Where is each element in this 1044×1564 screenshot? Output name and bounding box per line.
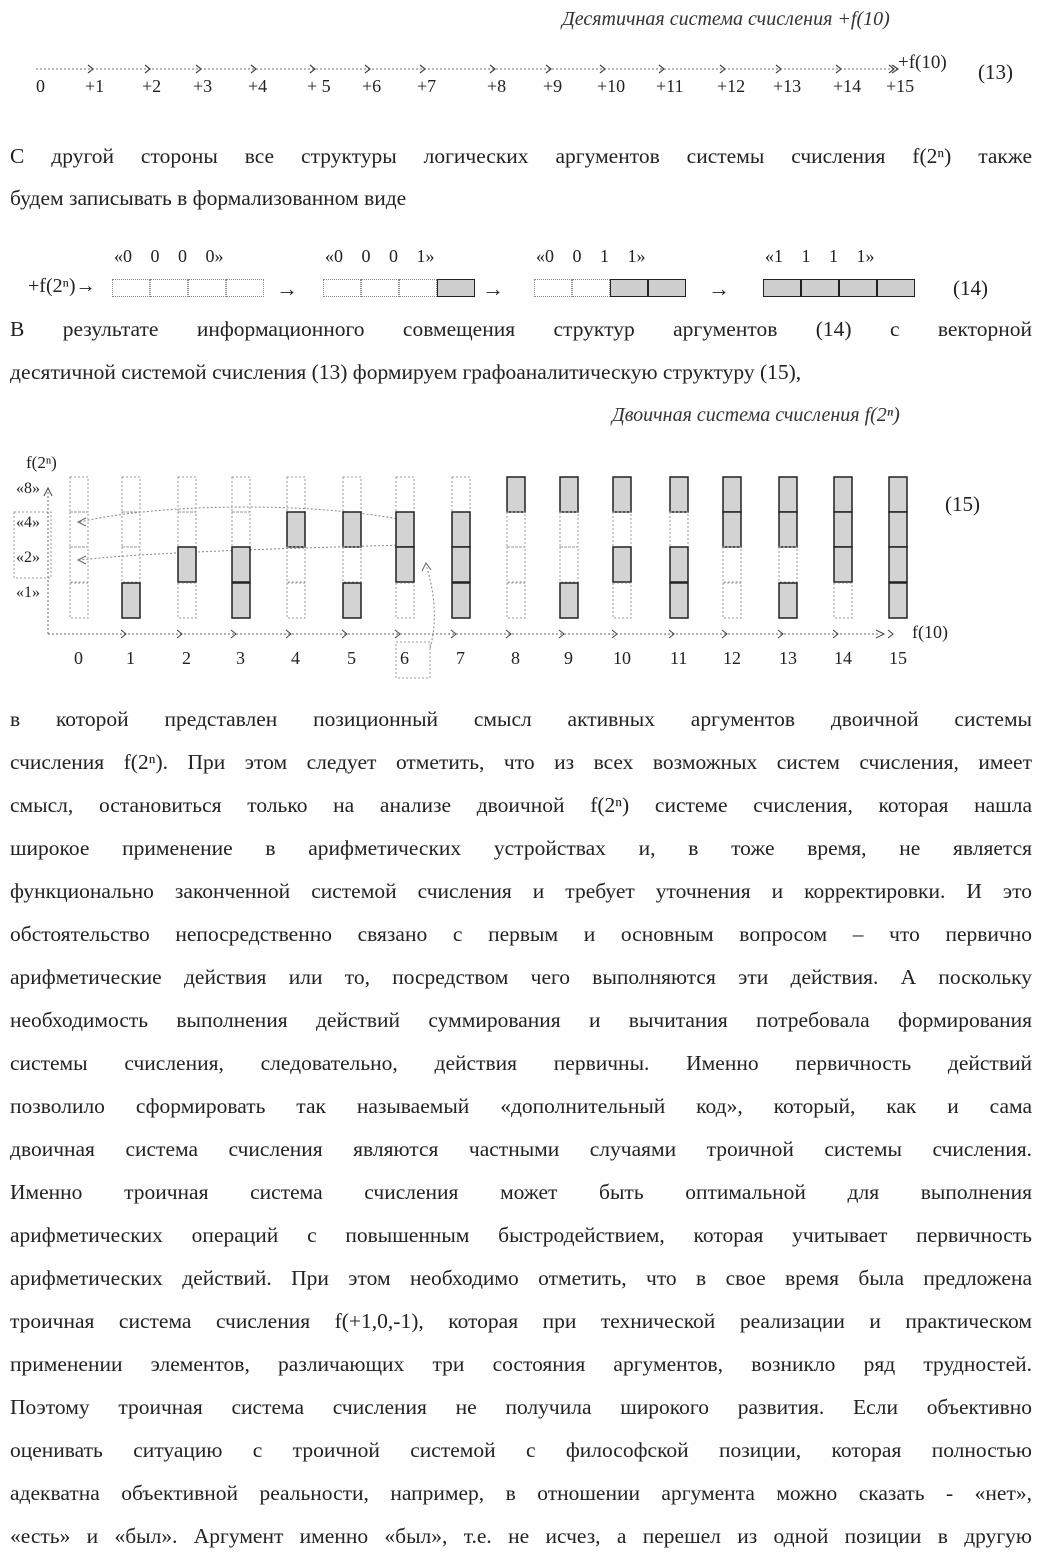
body-line: в которой представлен позиционный смысл активных аргументов двоичной системы [10, 698, 1032, 741]
eq15-xtick: 11 [670, 648, 687, 669]
eq15-title: Двоичная система счисления f(2ⁿ) [612, 404, 900, 427]
eq13-tick: + 5 [307, 76, 331, 97]
eq15-bit-active [452, 547, 470, 582]
body-line: адекватна объективной реальности, например, в отношении аргумента можно сказать - «нет», [10, 1472, 1032, 1515]
eq15-xtick: 1 [126, 648, 135, 669]
eq15-bit-inactive [287, 583, 305, 618]
eq15-bit-inactive [287, 477, 305, 512]
eq15-diagram [0, 0, 1044, 700]
eq13-end-label: +f(10) [898, 52, 947, 74]
body-line: широкое применение в арифметических устройствах и, в тоже время, не является [10, 827, 1032, 870]
eq13-tick: +8 [487, 76, 506, 97]
eq15-bit-active [889, 583, 907, 618]
eq15-xtick: 12 [723, 648, 741, 669]
eq15-bit-active [670, 477, 688, 512]
body-line: функционально законченной системой счисления и требует уточнения и корректировки. И это [10, 870, 1032, 913]
eq15-xtick: 0 [74, 648, 83, 669]
eq14-group-label: «0 0 1 1» [536, 246, 646, 267]
eq15-bit-active [834, 512, 852, 547]
eq13-tick: +9 [543, 76, 562, 97]
eq15-bit-active [889, 477, 907, 512]
eq13-tick: +15 [886, 76, 914, 97]
eq14-group-label: «0 0 0 0» [114, 246, 224, 267]
eq15-bit-inactive [779, 547, 797, 582]
eq15-bit-active [834, 547, 852, 582]
eq15-xtick: 4 [291, 648, 300, 669]
eq15-bit-inactive [178, 477, 196, 512]
eq15-bit-active [834, 477, 852, 512]
eq14-number: (14) [953, 276, 988, 301]
eq14-prefix: +f(2ⁿ)→ [28, 275, 96, 298]
eq15-bit-active [343, 512, 361, 547]
body-line: двоичная система счисления являются частными случаями троичной системы счисления. [10, 1128, 1032, 1171]
intro-line-2: будем записывать в формализованном виде [10, 177, 1032, 220]
eq13-tick: +10 [597, 76, 625, 97]
eq15-xtick: 14 [834, 648, 852, 669]
eq15-bit-inactive [613, 583, 631, 618]
body-line: обстоятельство непосредственно связано с первым и основным вопросом – что первично [10, 913, 1032, 956]
eq14-group-label: «0 0 0 1» [325, 246, 435, 267]
mid-line-1: В результате информационного совмещения структур аргументов (14) с векторной [10, 308, 1032, 351]
eq15-bit-inactive [452, 477, 470, 512]
eq15-bit-inactive [122, 547, 140, 582]
eq15-bit-active [560, 477, 578, 512]
eq13-tick: +14 [833, 76, 861, 97]
eq15-bit-active [396, 512, 414, 547]
body-line: «есть» и «был». Аргумент именно «был», т.е. не исчез, а перешел из одной позиции в другую [10, 1515, 1032, 1558]
body-line: смысл, остановиться только на анализе двоичной f(2ⁿ) системе счисления, которая нашла [10, 784, 1032, 827]
eq15-bit-inactive [70, 547, 88, 582]
eq13-tick: +11 [656, 76, 683, 97]
eq15-bit-inactive [287, 547, 305, 582]
eq15-bit-inactive [70, 583, 88, 618]
eq15-bit-active [232, 583, 250, 618]
eq13-title: Десятичная система счисления +f(10) [562, 8, 890, 31]
eq15-number: (15) [945, 492, 980, 517]
eq13-tick: +1 [85, 76, 104, 97]
eq15-bit-inactive [178, 512, 196, 547]
eq15-bit-active [287, 512, 305, 547]
body-line: необходимость выполнения действий суммирования и вычитания потребовала формирования [10, 999, 1032, 1042]
eq14-group-label: «1 1 1 1» [765, 246, 875, 267]
eq14-arrow: → [276, 276, 298, 302]
eq15-bit-active [670, 547, 688, 582]
body-line: троичная система счисления f(+1,0,-1), которая при технической реализации и практическом [10, 1300, 1032, 1343]
body-line: счисления f(2ⁿ). При этом следует отметить, что из всех возможных систем счисления, имеет [10, 741, 1032, 784]
eq15-bit-active [452, 583, 470, 618]
eq15-bit-inactive [232, 512, 250, 547]
eq13-tick: 0 [36, 76, 45, 97]
eq15-xtick: 7 [456, 648, 465, 669]
body-line: системы счисления, следовательно, действия первичны. Именно первичность действий [10, 1042, 1032, 1085]
eq15-bit-active [723, 477, 741, 512]
eq13-number: (13) [978, 60, 1013, 85]
eq15-ylabel: «4» [16, 514, 40, 532]
eq15-xtick: 6 [400, 648, 409, 669]
mid-line-2: десятичной системой счисления (13) формируем графоаналитическую структуру (15), [10, 351, 1032, 394]
eq15-xtick: 10 [613, 648, 631, 669]
body-line: арифметических действий. При этом необходимо отметить, что в свое время была предложена [10, 1257, 1032, 1300]
eq15-axis-arrowhead [888, 630, 893, 638]
eq15-bit-inactive [343, 547, 361, 582]
eq15-bit-inactive [343, 477, 361, 512]
eq13-tick: +6 [362, 76, 381, 97]
body-line: применении элементов, различающих три состояния аргументов, возникло ряд трудностей. [10, 1343, 1032, 1386]
eq15-bit-active [560, 583, 578, 618]
eq15-bit-active [779, 477, 797, 512]
eq15-bit-inactive [834, 583, 852, 618]
body-line: арифметических операций с повышенным быстродействием, которая учитывает первичность [10, 1214, 1032, 1257]
eq15-ylabel: «2» [16, 549, 40, 567]
eq15-bit-inactive [507, 512, 525, 547]
eq15-xtick: 2 [182, 648, 191, 669]
eq15-bit-inactive [613, 512, 631, 547]
eq15-bit-inactive [723, 547, 741, 582]
eq15-bit-inactive [560, 547, 578, 582]
eq15-xtick: 8 [511, 648, 520, 669]
eq15-bit-inactive [122, 477, 140, 512]
eq15-bit-active [507, 477, 525, 512]
eq15-bit-inactive [723, 583, 741, 618]
eq15-xtick: 5 [347, 648, 356, 669]
eq15-bit-inactive [507, 583, 525, 618]
eq15-bit-active [232, 547, 250, 582]
eq15-bit-active [613, 477, 631, 512]
eq15-yaxis-label: f(2ⁿ) [26, 453, 57, 473]
eq15-bit-inactive [70, 512, 88, 547]
eq15-bit-active [889, 512, 907, 547]
eq15-bit-inactive [396, 583, 414, 618]
eq15-bit-active [396, 547, 414, 582]
eq15-bit-active [343, 583, 361, 618]
eq15-ylabel: «1» [16, 584, 40, 602]
body-line: арифметические действия или то, посредством чего выполняются эти действия. А поскольку [10, 956, 1032, 999]
eq15-bit-inactive [560, 512, 578, 547]
eq15-xtick: 15 [889, 648, 907, 669]
body-line: Именно троичная система счисления может быть оптимальной для выполнения [10, 1171, 1032, 1214]
eq13-tick: +4 [248, 76, 267, 97]
eq15-ylabel: «8» [16, 480, 40, 498]
eq13-tick: +13 [773, 76, 801, 97]
eq15-bit-inactive [70, 477, 88, 512]
body-line: оценивать ситуацию с троичной системой с философской позиции, которая полностью [10, 1429, 1032, 1472]
eq15-bit-active [452, 512, 470, 547]
eq13-tick: +3 [193, 76, 212, 97]
eq15-bit-inactive [670, 512, 688, 547]
body-line: Поэтому троичная система счисления не получила широкого развития. Если объективно [10, 1386, 1032, 1429]
eq15-bit-active [613, 547, 631, 582]
eq15-bit-active [889, 547, 907, 582]
intro-line-1: С другой стороны все структуры логических аргументов системы счисления f(2ⁿ) также [10, 135, 1032, 178]
eq15-xtick: 9 [564, 648, 573, 669]
eq15-bit-active [670, 583, 688, 618]
eq15-bit-inactive [507, 547, 525, 582]
body-line: позволило сформировать так называемый «дополнительный код», который, как и сама [10, 1085, 1032, 1128]
eq15-bit-inactive [122, 512, 140, 547]
eq13-tick: +2 [142, 76, 161, 97]
eq15-bit-active [779, 583, 797, 618]
eq15-bit-active [779, 512, 797, 547]
eq15-bit-active [178, 547, 196, 582]
eq15-xtick: 13 [779, 648, 797, 669]
eq15-xaxis-label: f(10) [912, 622, 948, 643]
eq15-bit-inactive [178, 583, 196, 618]
eq15-bit-active [122, 583, 140, 618]
eq15-xtick: 3 [236, 648, 245, 669]
eq15-bit-active [723, 512, 741, 547]
eq13-tick: +7 [417, 76, 436, 97]
eq14-arrow: → [708, 276, 730, 302]
eq14-arrow: → [482, 276, 504, 302]
eq13-tick: +12 [717, 76, 745, 97]
eq15-bit-inactive [396, 477, 414, 512]
